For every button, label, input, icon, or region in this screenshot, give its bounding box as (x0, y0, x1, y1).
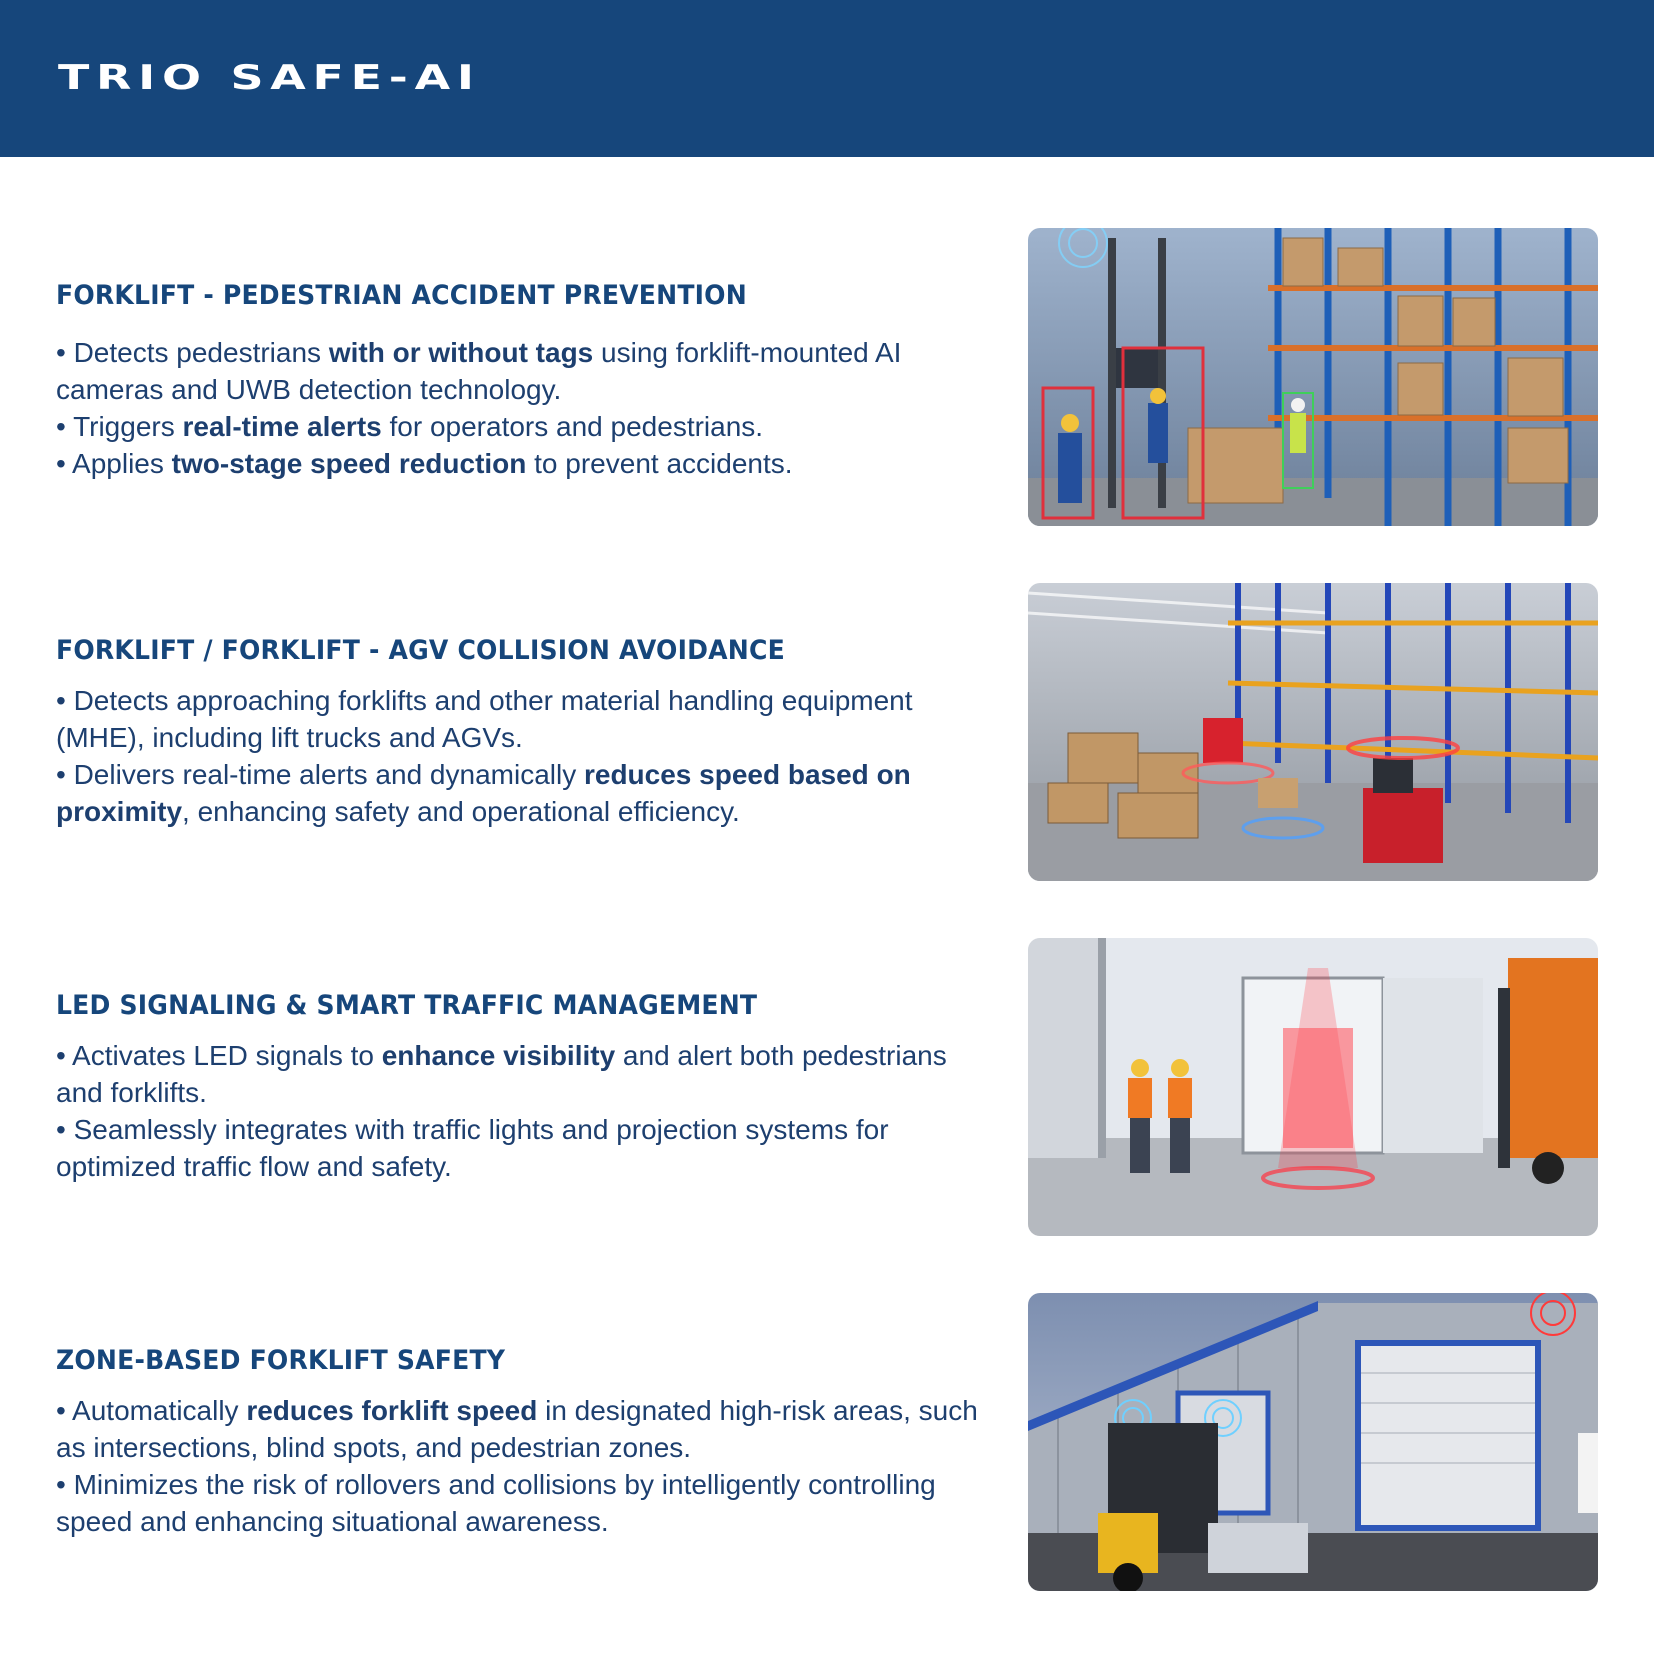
led-signaling-doorway-photo (1028, 938, 1598, 1236)
feature-section-collision (0, 583, 1654, 883)
bullet-bold-text: reduces forklift speed (246, 1395, 538, 1426)
bullet-text: , enhancing safety and operational efficiency. (182, 796, 740, 827)
bullet-text: • Detects approaching forklifts and other material handling equipment (MHE), including lift trucks and AGVs. (56, 685, 913, 753)
brand-title: TRIO SAFE-AI (58, 58, 481, 98)
warehouse-pedestrian-detection-photo (1028, 228, 1598, 526)
section-body (56, 334, 996, 482)
bullet-text: • Activates LED signals to (56, 1040, 382, 1071)
bullet-item (56, 1037, 996, 1111)
section-body (56, 682, 996, 830)
bullet-text: • Automatically (56, 1395, 247, 1426)
section-title: FORKLIFT - PEDESTRIAN ACCIDENT PREVENTION (56, 280, 747, 311)
bullet-item (56, 1392, 996, 1466)
bullet-text: • Minimizes the risk of rollovers and collisions by intelligently controlling speed and enhancing situational awareness. (56, 1469, 936, 1537)
bullet-bold-text: two-stage speed reduction (171, 448, 527, 479)
section-title: LED SIGNALING & SMART TRAFFIC MANAGEMENT (56, 990, 758, 1021)
feature-section-pedestrian (0, 228, 1654, 528)
bullet-text: • Triggers (56, 411, 183, 442)
section-title: FORKLIFT / FORKLIFT - AGV COLLISION AVOIDANCE (56, 635, 785, 666)
zone-based-forklift-photo (1028, 1293, 1598, 1591)
bullet-text: • Applies (56, 448, 172, 479)
bullet-text: using forklift-mounted AI cameras and UWB detection technology. (56, 337, 902, 405)
bullet-item (56, 408, 996, 445)
bullet-item (56, 1466, 996, 1540)
section-title: ZONE-BASED FORKLIFT SAFETY (56, 1345, 506, 1376)
header-banner (0, 0, 1654, 157)
section-body (56, 1392, 996, 1540)
bullet-text: in designated high-risk areas, such as intersections, blind spots, and pedestrian zones. (56, 1395, 978, 1463)
bullet-item (56, 682, 996, 756)
bullet-bold-text: reduces speed based on proximity (56, 759, 911, 827)
bullet-item (56, 445, 996, 482)
feature-section-zone (0, 1293, 1654, 1593)
section-body (56, 1037, 996, 1185)
bullet-bold-text: real-time alerts (182, 411, 382, 442)
bullet-item (56, 756, 996, 830)
bullet-text: for operators and pedestrians. (381, 411, 764, 442)
bullet-text: and alert both pedestrians and forklifts. (56, 1040, 947, 1108)
bullet-bold-text: with or without tags (328, 337, 594, 368)
bullet-item (56, 334, 996, 408)
bullet-bold-text: enhance visibility (381, 1040, 616, 1071)
bullet-text: • Detects pedestrians (56, 337, 329, 368)
bullet-text: • Delivers real-time alerts and dynamically (56, 759, 584, 790)
bullet-text: • Seamlessly integrates with traffic lights and projection systems for optimized traffic flow and safety. (56, 1114, 889, 1182)
warehouse-forklift-collision-photo (1028, 583, 1598, 881)
feature-section-led (0, 938, 1654, 1238)
bullet-item (56, 1111, 996, 1185)
bullet-text: to prevent accidents. (526, 448, 793, 479)
